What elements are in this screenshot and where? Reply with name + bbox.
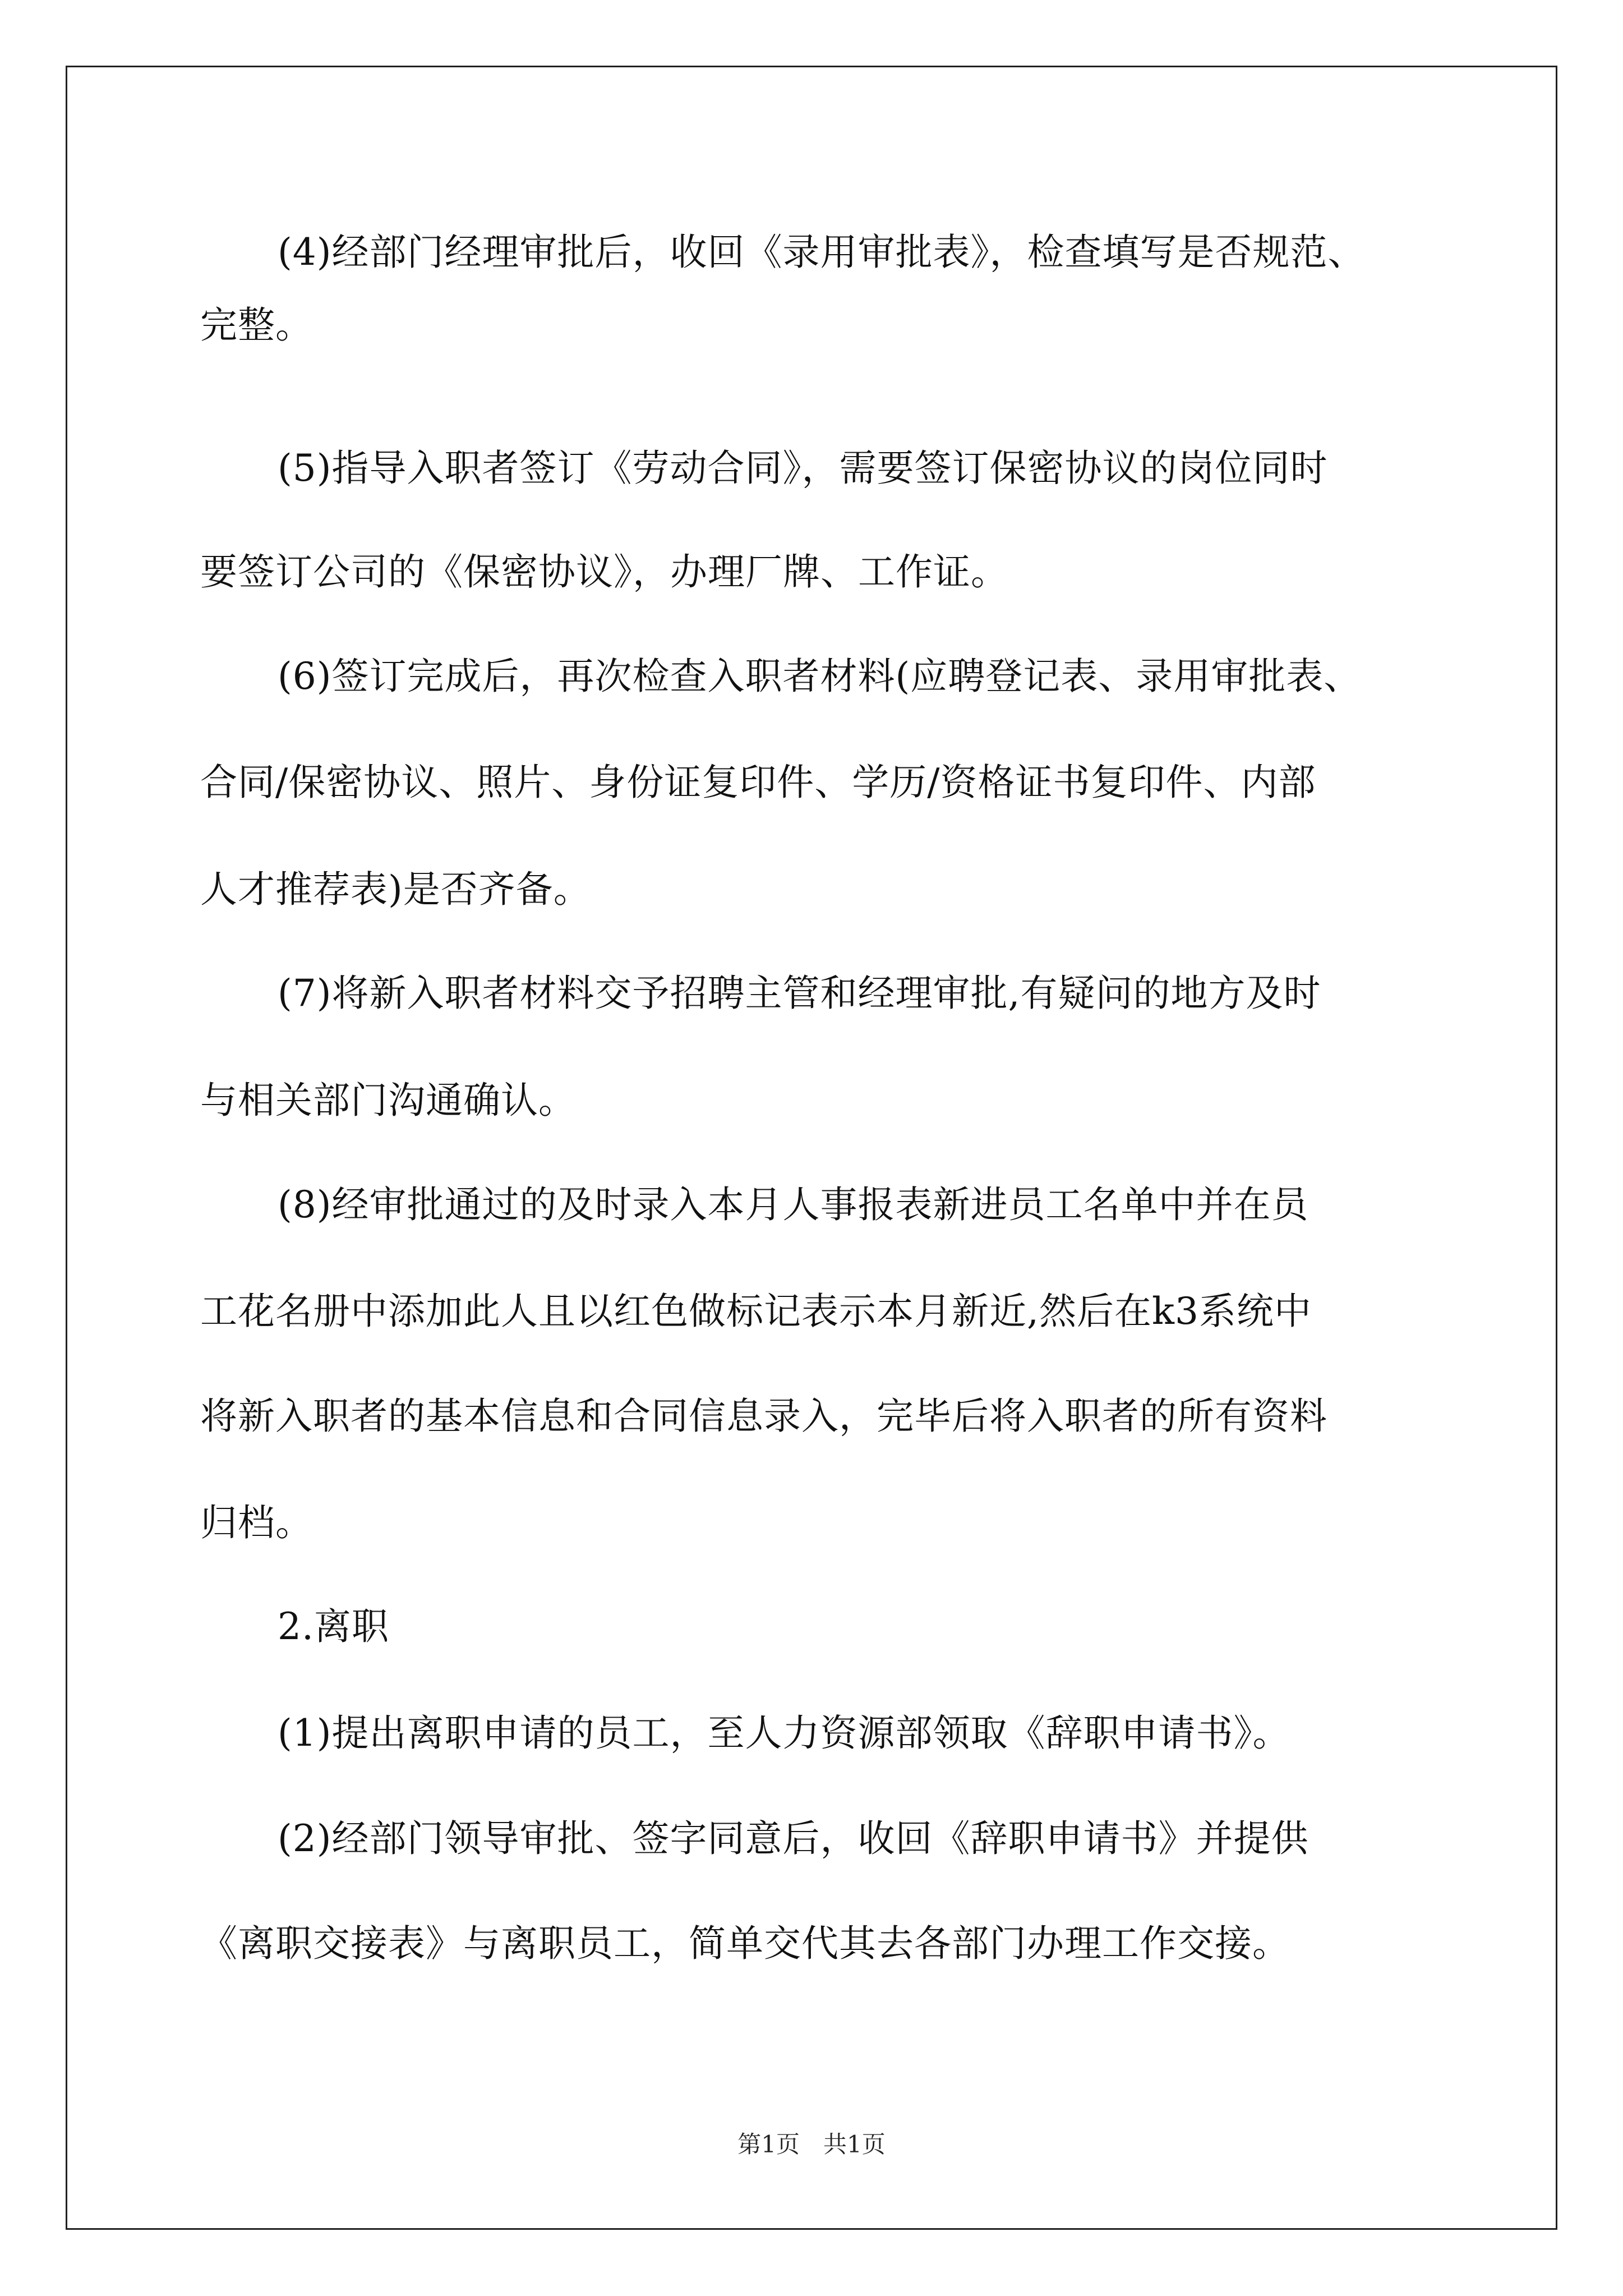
paragraph-8-line-2: 工花名册中添加此人且以红色做标记表示本月新近,然后在k3系统中: [200, 1290, 1312, 1333]
page-number-footer: 第1页 共1页: [737, 2131, 886, 2158]
section-heading-resignation: 2.离职: [278, 1605, 389, 1648]
paragraph-6-line-3: 人才推荐表)是否齐备。: [200, 868, 591, 911]
resignation-step-2-line-2: 《离职交接表》与离职员工，简单交代其去各部门办理工作交接。: [200, 1922, 1290, 1965]
paragraph-4-line-2: 完整。: [200, 303, 313, 347]
paragraph-5-line-2: 要签订公司的《保密协议》，办理厂牌、工作证。: [200, 550, 1008, 593]
paragraph-6-line-1: (6)签订完成后，再次检查入职者材料(应聘登记表、录用审批表、: [278, 655, 1362, 698]
resignation-step-2-line-1: (2)经部门领导审批、签字同意后，收回《辞职申请书》并提供: [278, 1817, 1309, 1860]
paragraph-8-line-3: 将新入职者的基本信息和合同信息录入，完毕后将入职者的所有资料: [200, 1395, 1327, 1438]
paragraph-5-line-1: (5)指导入职者签订《劳动合同》，需要签订保密协议的岗位同时: [278, 447, 1328, 490]
paragraph-7-line-1: (7)将新入职者材料交予招聘主管和经理审批,有疑问的地方及时: [278, 972, 1321, 1015]
paragraph-4-line-1: (4)经部门经理审批后，收回《录用审批表》，检查填写是否规范、: [278, 231, 1366, 274]
paragraph-8-line-4: 归档。: [200, 1501, 313, 1544]
paragraph-8-line-1: (8)经审批通过的及时录入本月人事报表新进员工名单中并在员: [278, 1183, 1309, 1226]
resignation-step-1-line-1: (1)提出离职申请的员工，至人力资源部领取《辞职申请书》。: [278, 1711, 1290, 1755]
paragraph-6-line-2: 合同/保密协议、照片、身份证复印件、学历/资格证书复印件、内部: [200, 761, 1316, 804]
paragraph-7-line-2: 与相关部门沟通确认。: [200, 1079, 576, 1122]
